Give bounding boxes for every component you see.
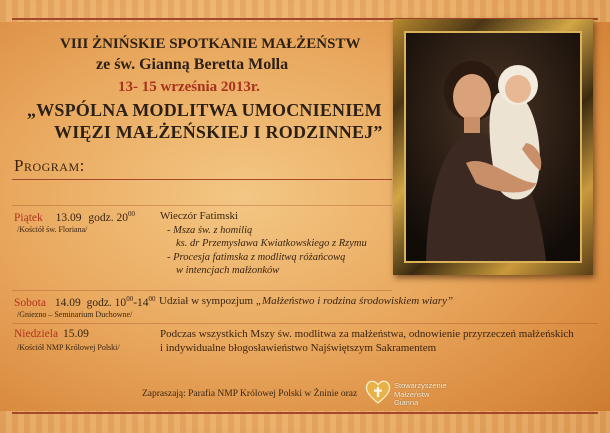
org-line3: Gianna <box>394 398 419 407</box>
footer-invite: Zapraszają: Parafia NMP Królowej Polski w Żninie oraz <box>142 389 358 399</box>
friday-time-sup: 00 <box>127 210 135 218</box>
friday-time: godz. 20 <box>88 211 128 224</box>
program-item-friday-day <box>14 210 135 224</box>
program-rule <box>12 179 392 180</box>
friday-rule <box>12 205 392 206</box>
event-dates: 13- 15 września 2013r. <box>118 79 260 95</box>
friday-detail-3: - Procesja fatimska z modlitwą różańcową <box>167 252 346 263</box>
friday-detail-2: ks. dr Przemysława Kwiatkowskiego z Rzymu <box>176 238 367 249</box>
saturday-time-end: -14 <box>133 296 149 309</box>
friday-place: /Kościół św. Floriana/ <box>17 225 88 234</box>
friday-detail-1: - Msza św. z homilią <box>167 225 253 236</box>
saturday-event <box>159 295 453 307</box>
friday-detail-4: w intencjach małżonków <box>176 265 280 276</box>
event-title-line2: ze św. Gianną Beretta Molla <box>96 56 289 73</box>
saturday-rule <box>12 290 392 291</box>
saturday-time-sup: 00 <box>126 295 134 303</box>
painting-frame <box>393 19 593 275</box>
sunday-event-line1: Podczas wszystkich Mszy św. modlitwa za małżeństwa, odnowienie przyrzeczeń małżeńskich <box>160 328 574 340</box>
org-name <box>394 382 447 408</box>
friday-date: 13.09 <box>55 211 82 224</box>
saturday-event-prefix: Udział w sympozjum <box>159 295 256 307</box>
sunday-date: 15.09 <box>62 328 89 340</box>
theme-line1: „WSPÓLNA MODLITWA UMOCNIENIEM <box>27 100 382 120</box>
bottom-ornament-border <box>0 411 610 433</box>
org-line1: Stowarzyszenie <box>394 381 447 390</box>
saturday-time-end-sup: 00 <box>148 295 156 303</box>
saturday-day-label: Sobota <box>14 296 46 309</box>
sunday-place: /Kościół NMP Królowej Polski/ <box>17 343 120 352</box>
org-line2: Małżeństw <box>394 389 430 399</box>
sunday-rule <box>12 323 598 324</box>
theme-line2: WIĘZI MAŁŻEŃSKIEJ I RODZINNEJ” <box>54 122 383 142</box>
sunday-event-line2: i indywidualne błogosławieństwo Najświętszym Sakramentem <box>160 342 437 354</box>
program-item-sunday-day <box>14 328 89 340</box>
bottom-decorative-line <box>12 412 598 414</box>
saturday-date: 14.09 <box>54 296 81 309</box>
saturday-time: godz. 10 <box>86 296 127 309</box>
heart-cross-logo-icon <box>364 379 392 410</box>
painting-mother-child <box>404 31 582 263</box>
saturday-place: /Gniezno – Seminarium Duchowne/ <box>17 310 133 319</box>
saturday-event-title: „Małżeństwo i rodzina środowiskiem wiary” <box>255 295 454 307</box>
sunday-day-label: Niedziela <box>14 328 59 340</box>
program-title: Program: <box>14 156 85 175</box>
program-item-saturday-day <box>14 295 156 309</box>
friday-event: Wieczór Fatimski <box>160 210 239 222</box>
friday-day-label: Piątek <box>14 211 43 224</box>
event-title-line1: VIII ŻNIŃSKIE SPOTKANIE MAŁŻEŃSTW <box>60 36 361 52</box>
